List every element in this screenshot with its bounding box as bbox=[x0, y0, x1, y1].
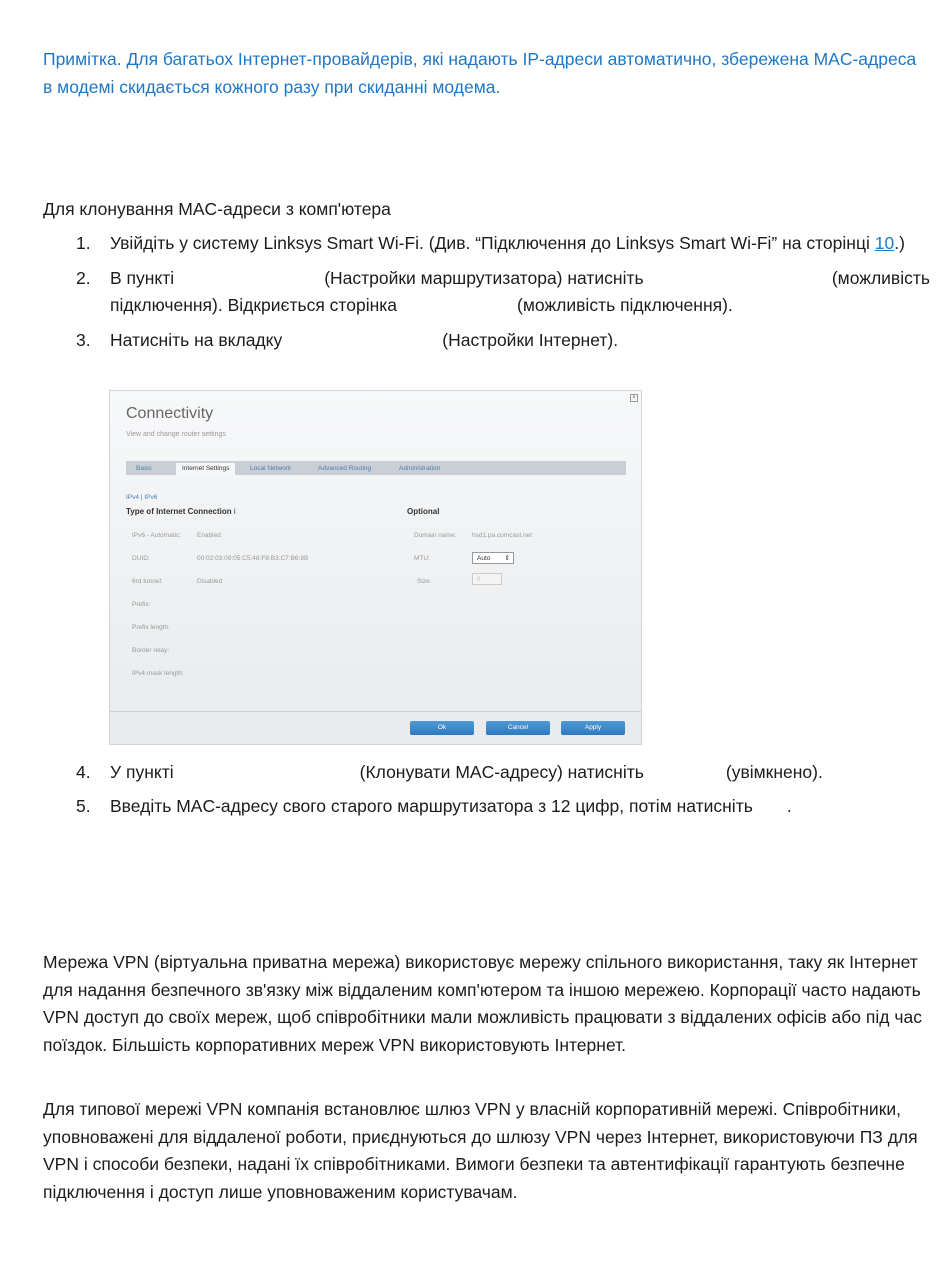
info-icon: i bbox=[233, 507, 236, 516]
step-text: Введіть MAC-адресу свого старого маршрутизатора з 12 цифр, потім натисніть bbox=[110, 796, 753, 816]
tab-bar bbox=[126, 461, 626, 475]
step-text: (Клонувати MAC-адресу) натисніть bbox=[359, 762, 644, 782]
tab-internet-settings[interactable]: Internet Settings bbox=[176, 463, 235, 475]
connectivity-screenshot bbox=[109, 390, 642, 745]
field-label: DUID: bbox=[132, 555, 150, 562]
cancel-button[interactable]: Cancel bbox=[486, 721, 550, 735]
step-text: (Настройки маршрутизатора) натисніть bbox=[324, 268, 644, 288]
step-text: . bbox=[786, 796, 792, 816]
vpn-paragraph-2: Для типової мережі VPN компанія встановлює шлюз VPN у власній корпоративній мережі. Співробітники, уповноважені для віддаленої роботи, приєднуються до шлюзу VPN через Інтернет, використовуючи ПЗ для VPN і способи безпеки, надані їх співробітниками. Вимоги безпеки та автентифікації гарантують безпечне підключення і доступ лише уповноваженим користувачам. bbox=[43, 1099, 918, 1202]
tab-administration[interactable]: Administration bbox=[399, 465, 441, 472]
step-1 bbox=[0, 230, 950, 257]
field-value: 00:02:03:09:05:C5:48:F8:B3:C7:B6:9B bbox=[197, 555, 309, 562]
step-number: 5. bbox=[76, 796, 91, 816]
screenshot-title: Connectivity bbox=[126, 405, 214, 422]
step-text: (Настройки Інтернет). bbox=[442, 330, 619, 350]
field-label: Border relay: bbox=[132, 647, 170, 654]
screenshot-subtitle: View and change router settings bbox=[126, 431, 226, 438]
ok-button[interactable]: Ok bbox=[410, 721, 474, 735]
step-text: Натисніть на вкладку bbox=[110, 330, 283, 350]
field-value: hsd1.pa.comcast.net bbox=[472, 532, 532, 539]
step-2 bbox=[0, 265, 930, 319]
size-input[interactable]: 0 bbox=[472, 573, 502, 585]
step-text: підключення). Відкриється сторінка bbox=[110, 295, 398, 315]
mtu-select[interactable]: Auto ⇕ bbox=[472, 552, 514, 564]
note-text: Примітка. Для багатьох Інтернет-провайдерів, які надають IP-адреси автоматично, збережена MAC-адреса в модемі скидається кожного разу при скиданні модема. bbox=[43, 49, 917, 97]
step-text: Увійдіть у систему Linksys Smart Wi-Fi. (Див. “Підключення до Linksys Smart Wi-Fi” на сторінці bbox=[110, 233, 875, 253]
step-text: (можливість bbox=[831, 268, 930, 288]
tab-advanced-routing[interactable]: Advanced Routing bbox=[318, 465, 372, 472]
field-label: IPv4 mask length: bbox=[132, 670, 184, 677]
step-text: (увімкнено). bbox=[725, 762, 823, 782]
step-text: У пункті bbox=[110, 762, 174, 782]
step-3 bbox=[0, 327, 950, 354]
field-value: Disabled bbox=[197, 578, 223, 585]
step-text: .) bbox=[894, 233, 905, 253]
vpn-paragraph-1: Мережа VPN (віртуальна приватна мережа) використовує мережу спільного використання, таку як Інтернет для надання безпечного зв'язку між віддаленим комп'ютером та іншою мережею. Корпорації часто надають VPN доступ до своїх мереж, щоб співробітники мали можливість працювати з віддалених офісів або під час поїздок. Більшість корпоративних мереж VPN використовують Інтернет. bbox=[43, 952, 922, 1055]
steps-list-continued bbox=[0, 759, 950, 827]
apply-button[interactable]: Apply bbox=[561, 721, 625, 735]
tab-local-network[interactable]: Local Network bbox=[250, 465, 292, 472]
field-label: Domain name: bbox=[414, 532, 457, 539]
field-label: 6rd tunnel: bbox=[132, 578, 163, 585]
field-label: Prefix length: bbox=[132, 624, 170, 631]
field-label: IPv6 - Automatic: bbox=[132, 532, 182, 539]
select-arrows-icon: ⇕ bbox=[504, 555, 510, 562]
step-text: (можливість підключення). bbox=[517, 295, 733, 315]
field-label: MTU: bbox=[414, 555, 430, 562]
tab-basic[interactable]: Basic bbox=[136, 465, 152, 472]
step-4 bbox=[0, 759, 950, 786]
connection-type-heading: Type of Internet Connection i bbox=[126, 507, 236, 516]
close-icon[interactable]: × bbox=[630, 394, 638, 402]
step-number: 2. bbox=[76, 268, 91, 288]
step-text: В пункті bbox=[110, 268, 175, 288]
field-label: Size: bbox=[417, 578, 432, 585]
section-heading: Для клонування MAC-адреси з комп'ютера bbox=[43, 199, 391, 219]
steps-list bbox=[0, 230, 950, 354]
page-link[interactable]: 10 bbox=[874, 233, 895, 253]
optional-heading: Optional bbox=[407, 507, 440, 516]
step-number: 4. bbox=[76, 762, 91, 782]
field-label: Prefix: bbox=[132, 601, 151, 608]
ip-version-toggle[interactable]: IPv4 | IPv6 bbox=[126, 494, 158, 501]
step-number: 3. bbox=[76, 330, 91, 350]
step-5 bbox=[0, 793, 950, 820]
step-number: 1. bbox=[76, 233, 91, 253]
footer-divider bbox=[110, 711, 641, 712]
field-value: Enabled bbox=[197, 532, 221, 539]
